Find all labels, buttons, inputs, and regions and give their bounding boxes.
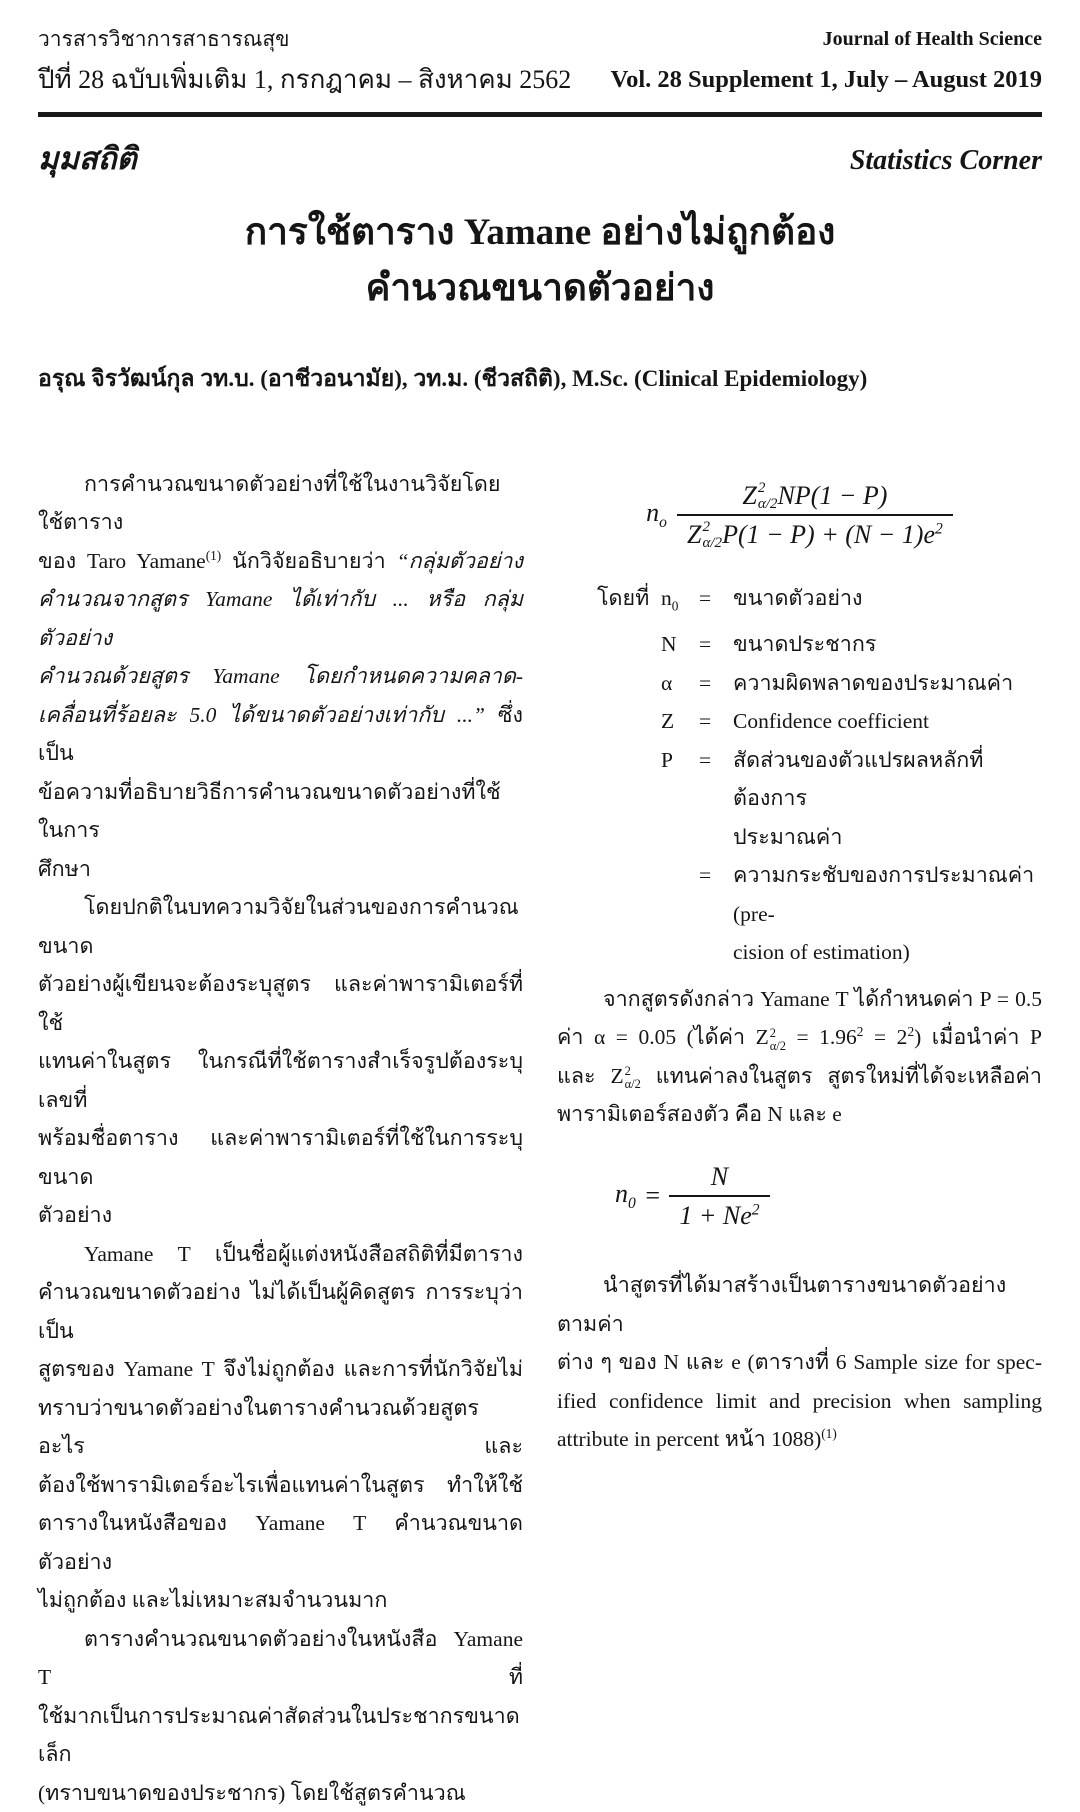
article-title <box>38 205 1042 317</box>
text-line: ของ Taro Yamane$^{(1)}$ นักวิจัยอธิบายว่า “กลุ่มตัวอย่าง <box>38 542 523 581</box>
text-line: ทราบว่าขนาดตัวอย่างในตารางคำนวณด้วยสูตรอะไร และ <box>38 1389 523 1466</box>
author-byline: อรุณ จิรวัฒน์กุล วท.บ. (อาชีวอนามัย), วท.ม. (ชีวสถิติ), M.Sc. (Clinical Epidemiology) <box>38 361 1042 397</box>
article-body <box>38 465 1042 1812</box>
text-line: ใช้มากเป็นการประมาณค่าสัดส่วนในประชากรขนาดเล็ก <box>38 1697 523 1774</box>
formula2-denominator: $1 + Ne^2$ <box>669 1195 769 1234</box>
section-row <box>38 133 1042 183</box>
text-line: ตารางในหนังสือของ Yamane T คำนวณขนาดตัวอย่าง <box>38 1504 523 1581</box>
paragraph-table-reference <box>557 1266 1042 1459</box>
formula-sample-size-simplified <box>557 1158 1042 1234</box>
formula2-numerator: N <box>701 1158 738 1195</box>
text-line: ศึกษา <box>38 850 523 889</box>
right-column <box>557 465 1042 1812</box>
paragraph-substitution <box>557 980 1042 1134</box>
journal-name-en: Journal of Health Science <box>611 24 1042 54</box>
article-title-line2: คำนวณขนาดตัวอย่าง <box>38 261 1042 317</box>
section-label-en: Statistics Corner <box>850 145 1042 177</box>
formula2-fraction <box>669 1158 769 1234</box>
text-line: ตัวอย่างผู้เขียนจะต้องระบุสูตร และค่าพารามิเตอร์ที่ใช้ <box>38 965 523 1042</box>
definition-row: α = ความผิดพลาดของประมาณค่า <box>597 664 1042 703</box>
text-line: คำนวณจากสูตร Yamane ได้เท่ากับ ... หรือ กลุ่มตัวอย่าง <box>38 580 523 657</box>
volume-info-th: ปีที่ 28 ฉบับเพิ่มเติม 1, กรกฎาคม – สิงหาคม 2562 <box>38 62 571 98</box>
text-line: ified confidence limit and precision when sampling <box>557 1382 1042 1421</box>
text-line: พารามิเตอร์สองตัว คือ N และ e <box>557 1095 1042 1134</box>
paragraph-table-usage <box>38 1620 523 1812</box>
journal-name-th: วารสารวิชาการสาธารณสุข <box>38 24 571 54</box>
formula1-lhs: $n_o$ <box>646 498 667 532</box>
text-line: และ Z 2 α/2 แทนค่าลงในสูตร สูตรใหม่ที่ได้จะเหลือค่า <box>557 1057 1042 1096</box>
header-left <box>38 24 571 98</box>
text-line: ตัวอย่าง <box>38 1196 523 1235</box>
text-line: นำสูตรที่ได้มาสร้างเป็นตารางขนาดตัวอย่างตามค่า <box>557 1266 1042 1343</box>
text-line: ต้องใช้พารามิเตอร์อะไรเพื่อแทนค่าในสูตร ทำให้ใช้ <box>38 1466 523 1505</box>
formula-sample-size-full <box>557 477 1042 553</box>
formula1-numerator: Z 2 α/2 NP(1 − P) <box>732 477 897 514</box>
text-line: สูตรของ Yamane T จึงไม่ถูกต้อง และการที่นักวิจัยไม่ <box>38 1350 523 1389</box>
text-line: คำนวณขนาดตัวอย่าง ไม่ได้เป็นผู้คิดสูตร การระบุว่าเป็น <box>38 1273 523 1350</box>
definition-row: โดยที่ $n_0$ = ขนาดตัวอย่าง <box>597 579 1042 626</box>
parameter-definitions <box>597 579 1042 972</box>
text-line: โดยปกติในบทความวิจัยในส่วนของการคำนวณขนาด <box>38 888 523 965</box>
article-title-line1: การใช้ตาราง Yamane อย่างไม่ถูกต้อง <box>38 205 1042 261</box>
text-line: ตารางคำนวณขนาดตัวอย่างในหนังสือ Yamane T ที่ <box>38 1620 523 1697</box>
text-line: แทนค่าในสูตร ในกรณีที่ใช้ตารางสำเร็จรูปต้องระบุเลขที่ <box>38 1042 523 1119</box>
text-line: Yamane T เป็นชื่อผู้แต่งหนังสือสถิติที่มีตาราง <box>38 1235 523 1274</box>
paragraph-reporting-convention <box>38 888 523 1235</box>
text-line: คำนวณด้วยสูตร Yamane โดยกำหนดความคลาด- <box>38 657 523 696</box>
text-line: ค่า α = 0.05 (ได้ค่า Z 2 α/2 = $1.96^2 = 2^2$) เมื่อนำค่า P <box>557 1018 1042 1057</box>
paragraph-intro <box>38 465 523 889</box>
formula1-denominator: Z 2 α/2 $P(1 - P) + (N - 1)e^2$ <box>677 514 953 553</box>
formula2-lhs: $n_0$ <box>615 1179 636 1213</box>
definition-row: P = สัดส่วนของตัวแปรผลหลักที่ต้องการ ประมาณค่า <box>597 741 1042 857</box>
text-line: attribute in percent หน้า 1088)$^{(1)}$ <box>557 1420 1042 1459</box>
paragraph-yamane-author <box>38 1235 523 1620</box>
page-header <box>38 24 1042 98</box>
formula1-fraction <box>677 477 953 553</box>
text-line: การคำนวณขนาดตัวอย่างที่ใช้ในงานวิจัยโดยใช้ตาราง <box>38 465 523 542</box>
text-line: จากสูตรดังกล่าว Yamane T ได้กำหนดค่า P = 0.5 <box>557 980 1042 1019</box>
text-line: ข้อความที่อธิบายวิธีการคำนวณขนาดตัวอย่างที่ใช้ในการ <box>38 773 523 850</box>
section-label-th: มุมสถิติ <box>38 133 137 183</box>
text-line: ต่าง ๆ ของ N และ e (ตารางที่ 6 Sample size for spec- <box>557 1343 1042 1382</box>
text-line: (ทราบขนาดของประชากร) โดยใช้สูตรคำนวณ <box>38 1774 523 1812</box>
header-rule <box>38 112 1042 117</box>
definition-row: N = ขนาดประชากร <box>597 625 1042 664</box>
volume-info-en: Vol. 28 Supplement 1, July – August 2019 <box>611 62 1042 98</box>
header-right <box>611 24 1042 98</box>
text-line: ไม่ถูกต้อง และไม่เหมาะสมจำนวนมาก <box>38 1581 523 1620</box>
formula2-equals: = <box>644 1181 662 1211</box>
definition-row: Z = Confidence coefficient <box>597 702 1042 741</box>
left-column <box>38 465 523 1812</box>
text-line: เคลื่อนที่ร้อยละ 5.0 ได้ขนาดตัวอย่างเท่ากับ ...” ซึ่งเป็น <box>38 696 523 773</box>
text-line: พร้อมชื่อตาราง และค่าพารามิเตอร์ที่ใช้ในการระบุขนาด <box>38 1119 523 1196</box>
definition-row: = ความกระชับของการประมาณค่า (pre- cision of estimation) <box>597 856 1042 972</box>
